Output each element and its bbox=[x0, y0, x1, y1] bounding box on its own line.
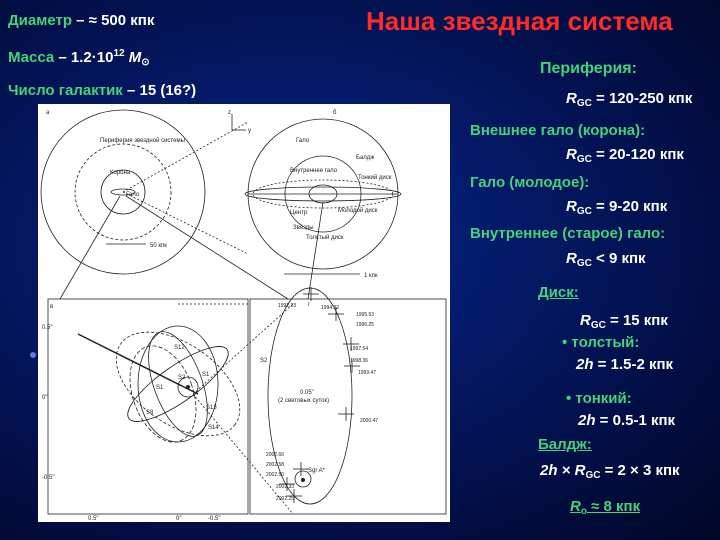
bullet-dot bbox=[30, 352, 36, 358]
ellipse-sub-text: (2 световых суток) bbox=[278, 398, 330, 404]
sun-symbol: ⊙ bbox=[141, 57, 150, 68]
young-disk-b-text: Молодой диск bbox=[338, 208, 378, 214]
thick-disk-label: • толстый: bbox=[562, 334, 640, 351]
panel-c-frame bbox=[48, 299, 248, 514]
r0-line bbox=[570, 498, 640, 517]
r-symbol: × R bbox=[557, 462, 586, 479]
year-label: 1998.36 bbox=[350, 358, 369, 364]
sgr-text: Sgr A* bbox=[308, 468, 326, 474]
r-symbol: R bbox=[566, 250, 577, 267]
axis-c-x3: -0.5" bbox=[208, 516, 221, 522]
thin-disk-label: • тонкий: bbox=[566, 390, 632, 407]
outer-halo-value-line bbox=[566, 146, 684, 165]
year-label: 1994.32 bbox=[321, 305, 340, 311]
axis-c-x1: 0.5" bbox=[88, 516, 99, 522]
halo-b-text: Гало bbox=[296, 138, 310, 144]
thin-disk-b-text: Тонкий диск bbox=[358, 175, 392, 181]
projection-line-1 bbox=[123, 122, 248, 192]
halo-text: Гало bbox=[126, 192, 140, 198]
panel-b-label: б bbox=[333, 110, 337, 116]
year-label: 1997.54 bbox=[350, 346, 369, 352]
sgr-point bbox=[301, 478, 305, 482]
mass-label: Масса bbox=[8, 49, 55, 66]
r-sub: GC bbox=[576, 98, 592, 109]
axis-c-y2: 0" bbox=[42, 395, 48, 401]
r-sub: GC bbox=[576, 154, 592, 165]
zoom-line-3 bbox=[308, 202, 323, 299]
r-symbol: R bbox=[580, 312, 591, 329]
periphery-label: Периферия: bbox=[540, 60, 637, 77]
outer-halo-value: = 20-120 кпк bbox=[591, 146, 684, 163]
scale-a-text: 50 кпк bbox=[150, 243, 167, 249]
young-halo-value: = 9-20 кпк bbox=[591, 198, 668, 215]
thick-disk-b-text: Толстый диск bbox=[306, 235, 344, 241]
h-symbol: 2h bbox=[540, 462, 558, 479]
mass-exp: 12 bbox=[113, 48, 125, 59]
periphery-value: = 120-250 кпк bbox=[591, 90, 693, 107]
figure-svg bbox=[38, 104, 450, 522]
axis-c-x2: 0" bbox=[176, 516, 182, 522]
r-sub: GC bbox=[590, 320, 606, 331]
s2c-text: S2 bbox=[178, 375, 186, 381]
year-label: 2002.33 bbox=[276, 484, 295, 490]
year-label: 2002.58 bbox=[266, 462, 285, 468]
h-symbol: 2h bbox=[578, 412, 596, 429]
disk-label: Диск: bbox=[538, 284, 579, 301]
bulge-b-text: Балдж bbox=[356, 155, 375, 161]
axis-c-y1: 0.5" bbox=[42, 325, 53, 331]
scale-b-text: 1 кпк bbox=[364, 273, 378, 279]
r-symbol: R bbox=[566, 146, 577, 163]
stars-b-text: Звёзды bbox=[293, 225, 314, 231]
r0-symbol: R bbox=[570, 498, 581, 515]
r-sub: GC bbox=[576, 206, 592, 217]
year-label: 2002.25 bbox=[276, 496, 295, 502]
s2d-text: S2 bbox=[260, 358, 268, 364]
axis-z-label: z bbox=[228, 110, 231, 116]
outer-halo-label: Внешнее гало (корона): bbox=[470, 122, 646, 139]
bulge-value-line bbox=[540, 462, 680, 481]
year-label: 1992.23 bbox=[278, 303, 297, 309]
young-halo-label: Гало (молодое): bbox=[470, 174, 590, 191]
s1-text: S1 bbox=[156, 385, 164, 391]
axis-c-y3: -0.5" bbox=[42, 475, 55, 481]
corona-text: Корона bbox=[110, 170, 131, 176]
diameter-line bbox=[8, 12, 154, 29]
year-label: 1996.25 bbox=[356, 322, 375, 328]
galaxies-value: – 15 (16?) bbox=[122, 82, 197, 99]
panel-a-label: а bbox=[46, 110, 50, 116]
galaxies-line bbox=[8, 82, 196, 99]
diameter-value: – ≈ 500 кпк bbox=[72, 12, 155, 29]
r0-value: ≈ 8 кпк bbox=[586, 498, 641, 515]
slide-title: Наша звездная система bbox=[366, 6, 673, 36]
mass-line bbox=[8, 48, 150, 68]
inner-halo-value: < 9 кпк bbox=[591, 250, 646, 267]
r-sub: GC bbox=[585, 470, 601, 481]
s13-text: S13 bbox=[206, 405, 217, 411]
diameter-label: Диаметр bbox=[8, 12, 72, 29]
galaxy-structure-figure bbox=[38, 104, 450, 522]
bulge-label: Балдж: bbox=[538, 436, 592, 453]
disk-value: = 15 кпк bbox=[605, 312, 668, 329]
year-label: 1999.47 bbox=[358, 370, 377, 376]
panel-c-label: в bbox=[50, 304, 54, 310]
periphery-value-line bbox=[566, 90, 692, 109]
r0-sub: o bbox=[580, 506, 587, 517]
ellipse-label-text: 0.05" bbox=[300, 390, 314, 396]
mass-value: – 1.2·10 bbox=[54, 49, 114, 66]
thick-disk-value: = 1.5-2 кпк bbox=[593, 356, 674, 373]
r-symbol: R bbox=[566, 90, 577, 107]
s8-text: S8 bbox=[146, 410, 154, 416]
r-symbol: R bbox=[566, 198, 577, 215]
disk-value-line bbox=[580, 312, 668, 331]
thick-disk-value-line bbox=[576, 356, 673, 373]
panel-d-frame bbox=[250, 299, 446, 514]
center-b-text: Центр bbox=[290, 210, 308, 216]
panel-d-label: г bbox=[308, 302, 311, 308]
inner-halo-b-text: Внутреннее гало bbox=[290, 168, 338, 174]
young-halo-value-line bbox=[566, 198, 667, 217]
s12-text: S12 bbox=[174, 345, 185, 351]
h-symbol: 2h bbox=[576, 356, 594, 373]
periphery-text: Периферия звездной системы bbox=[100, 138, 185, 144]
s31-text: S1 bbox=[202, 372, 210, 378]
center-point bbox=[186, 385, 190, 389]
r-sub: GC bbox=[576, 258, 592, 269]
galaxies-label: Число галактик bbox=[8, 82, 123, 99]
axis-y-label: y bbox=[248, 128, 251, 134]
year-label: 2002.66 bbox=[266, 452, 285, 458]
year-label: 1995.53 bbox=[356, 312, 375, 318]
zoom-line-1 bbox=[60, 196, 120, 299]
s14-text: S14 bbox=[208, 425, 219, 431]
zoom-line-d1 bbox=[193, 304, 293, 394]
thin-disk-value: = 0.5-1 кпк bbox=[595, 412, 676, 429]
inner-halo-label: Внутреннее (старое) гало: bbox=[470, 225, 666, 242]
year-label: 2002.50 bbox=[266, 472, 285, 478]
mass-unit: M bbox=[124, 49, 142, 66]
year-label: 2000.47 bbox=[360, 418, 379, 424]
bulge-value: = 2 × 3 кпк bbox=[600, 462, 680, 479]
thin-disk-value-line bbox=[578, 412, 675, 429]
inner-halo-value-line bbox=[566, 250, 646, 269]
